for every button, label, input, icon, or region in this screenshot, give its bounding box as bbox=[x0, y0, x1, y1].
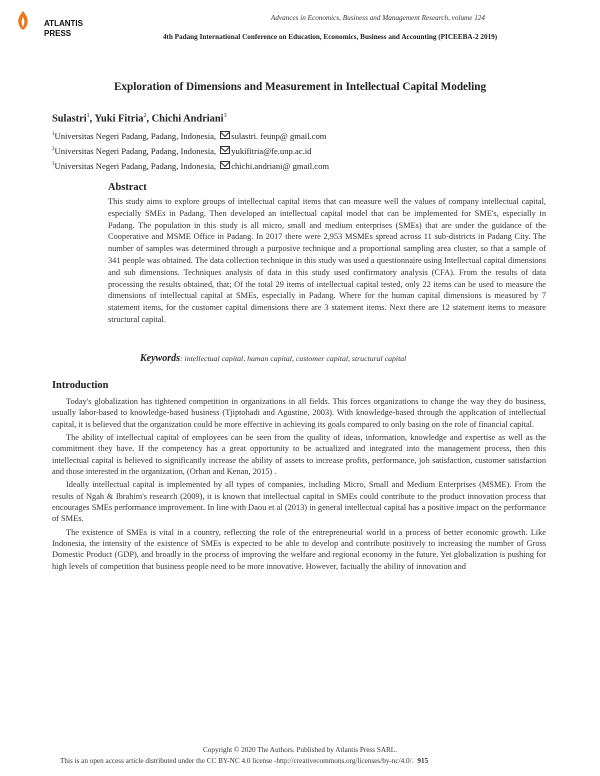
introduction-heading: Introduction bbox=[52, 380, 109, 391]
intro-paragraph: The existence of SMEs is vital in a country, reflecting the role of the entrepreneurial world in a process of better economic growth. Like Indonesia, the intensity of the existence of SMEs is expected to be able to develop and contribute positively to increasing the number of Gross Domestic Product (GDP), and broadly in the process of improving the welfare and regional economy in the future. Yet globalization is pushing for high levels of competition that business people need to be more innovative. However, factually the ability of innovation and bbox=[52, 527, 546, 571]
license-text[interactable]: This is an open access article distributed under the CC BY-NC 4.0 license -http://creativecommons.org/licenses/by-nc/4.0/. bbox=[60, 757, 414, 765]
author-list: Sulastri$^1$, Yuki Fitria$^2$, Chichi Andriani$^3$ bbox=[52, 113, 227, 125]
affiliation-text: Universitas Negeri Padang, Padang, Indonesia, bbox=[54, 145, 219, 156]
affiliation-email[interactable]: sulastri. feunp@ gmail.com bbox=[231, 130, 327, 141]
license-notice bbox=[60, 757, 428, 765]
affiliation-sup: 3 bbox=[52, 161, 55, 167]
copyright-notice: Copyright © 2020 The Authors. Published by Atlantis Press SARL. bbox=[202, 746, 397, 754]
affiliation bbox=[52, 143, 329, 158]
affiliation-email[interactable]: yukifitria@fe.unp.ac.id bbox=[231, 145, 312, 156]
keywords bbox=[140, 353, 406, 364]
affiliation-text: Universitas Negeri Padang, Padang, Indonesia, bbox=[54, 130, 219, 141]
affiliation-sup: 1 bbox=[52, 132, 55, 137]
keywords-label: Keywords bbox=[140, 353, 180, 364]
introduction-body bbox=[52, 396, 546, 574]
affiliation bbox=[52, 128, 329, 143]
logo-line-2: PRESS bbox=[44, 29, 72, 38]
author-sup: 1 bbox=[86, 113, 90, 119]
logo-line-1: ATLANTIS bbox=[44, 19, 83, 28]
author-name: Yuki Fitria bbox=[94, 113, 144, 125]
author-sup: 2 bbox=[143, 113, 147, 119]
mail-icon bbox=[220, 146, 230, 154]
affiliation-email[interactable]: chichi.andriani@ gmail.com bbox=[231, 160, 330, 171]
conference-name: 4th Padang International Conference on Education, Economics, Business and Accounting (PICEEBA-2 2019) bbox=[162, 33, 498, 41]
affiliation-text: Universitas Negeri Padang, Padang, Indonesia, bbox=[54, 160, 219, 171]
keywords-list: : intellectual capital, human capital, customer capital, structural capital bbox=[180, 354, 407, 363]
journal-name: Advances in Economics, Business and Management Research, volume 124 bbox=[270, 14, 485, 22]
author-name: Chichi Andriani bbox=[151, 113, 224, 125]
abstract-text: This study aims to explore groups of intellectual capital items that can measure well the values of company intellectual capital, especially SMEs in Padang. Then developed an intellectual capital model that can be implemented for SME's, especially in Padang. The population in this study is all micro, small and medium enterprises (SMEs) that are under the guidance of the Cooperative and MSME Office in Padang. In 2017 there were 2,953 MSMEs spread across 11 sub-districts in Padang City. The number of samples was determined through a purposive technique and a proportional sampling area cluster, so that a sample of 341 people was obtained. The data collection technique in this study was used a questionnaire using Intellectual capital dimensions and sub dimensions. Techniques analysis of data in this study used confirmatory analysis (CFA). From the results of data processing the results obtained, that; Of the total 29 items of intellectual capital tested, only 22 items can be used to measure the dimensions of intellectual capital at SMEs, especially in Padang. Where for the human capital dimensions is measured by 7 statement items, for the customer capital dimensions there are 3 statement items. Next there are 12 statement items to measure structural capital. bbox=[108, 197, 546, 324]
intro-paragraph: Today's globalization has tightened competition in organizations in all fields. This forces organizations to change the way they do business, usually labor-based to knowledge-based business (Tjiptohadi and Agustine, 2003). With knowledge-based through the application of intellectual capital, it is believed that the organization could be more effective in achieving its goals compared to only basing on the role of financial capital. bbox=[52, 397, 546, 429]
paper-title: Exploration of Dimensions and Measurement in Intellectual Capital Modeling bbox=[113, 81, 487, 93]
abstract-heading: Abstract bbox=[108, 182, 147, 193]
affiliation-sup: 2 bbox=[52, 146, 55, 152]
author-sup: 3 bbox=[223, 113, 227, 119]
author-name: Sulastri bbox=[52, 113, 87, 125]
affiliation bbox=[52, 158, 329, 173]
intro-paragraph: Ideally intellectual capital is implemented by all types of companies, including Micro, Small and Medium Enterprises (MSME). From the results of Ngah & Ibrahim's research (2009), it is known that intellectual capital in SMEs could contribute to the product innovation process that encourages SMEs performance improvement. In line with Daou et al (2013) in general intellectual capital has a positive impact on the performance of SMEs. bbox=[52, 480, 546, 524]
mail-icon bbox=[220, 161, 230, 169]
atlantis-press-logo bbox=[14, 8, 104, 36]
page-number: 915 bbox=[417, 757, 429, 765]
mail-icon bbox=[220, 131, 230, 139]
affiliation-list bbox=[52, 128, 329, 173]
intro-paragraph: The ability of intellectual capital of employees can be seen from the quality of ideas, information, knowledge and expertise as well as the commitment they have. If the competency has a great opportunity to be actualized and integrated into the management process, then this intellectual capital is believed to significantly increase the ability of assets to increase profits, performance, job satisfaction, customer satisfaction and those interested in the organization, (Orhan and Kenan, 2015) . bbox=[52, 433, 546, 477]
atlantis-logo-icon bbox=[14, 10, 32, 32]
